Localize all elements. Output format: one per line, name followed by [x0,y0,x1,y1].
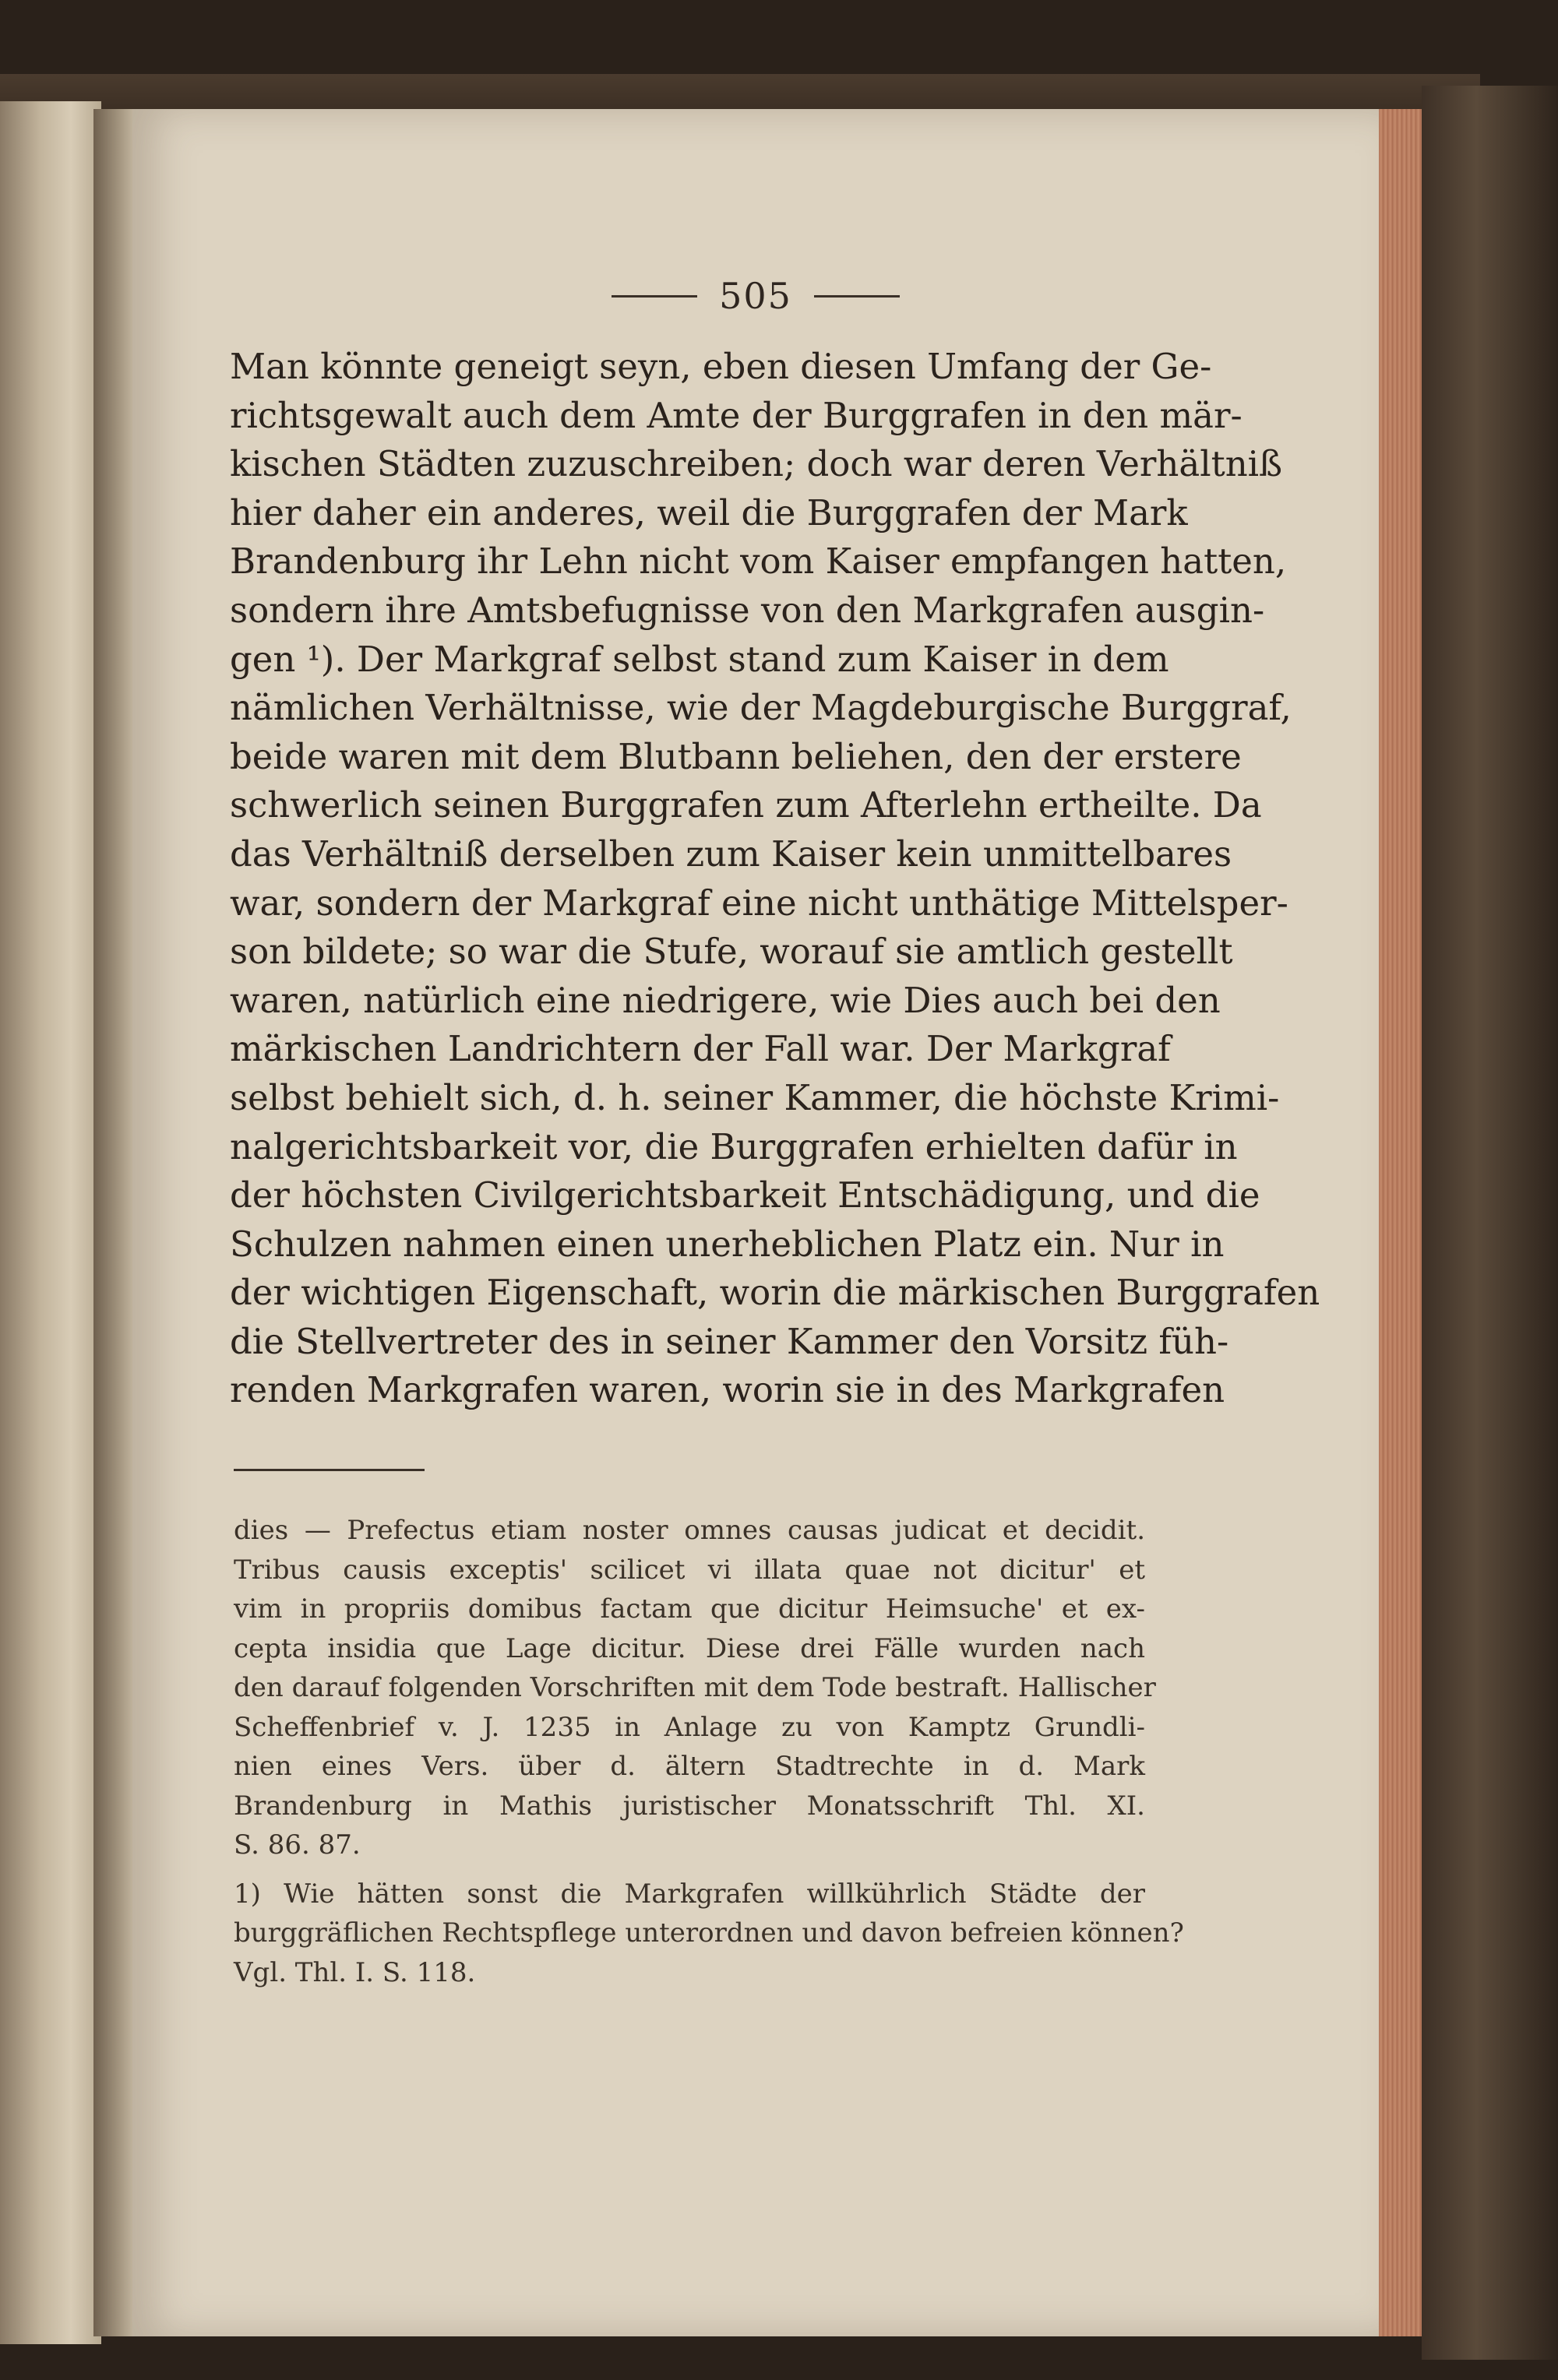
footnote-line: Tribus causis exceptis' scilicet vi illata quae not dicitur' et [234,1554,1145,1586]
text-line: das Verhältniß derselben zum Kaiser kein unmittelbares [230,833,1232,875]
text-line: renden Markgrafen waren, worin sie in des Markgrafen [230,1369,1225,1411]
footnote-gap [234,1865,1145,1875]
text-line: waren, natürlich eine niedrigere, wie Dies auch bei den [230,979,1221,1021]
text-line: der wichtigen Eigenschaft, worin die märkischen Burggrafen [230,1272,1320,1314]
page-header [132,273,1379,319]
text-line: Brandenburg ihr Lehn nicht vom Kaiser empfangen hatten, [230,540,1287,583]
main-text-block [230,343,1320,1415]
text-line: Schulzen nahmen einen unerheblichen Platz ein. Nur in [230,1223,1225,1265]
footnote-continuation [234,1511,1156,1865]
footnote-line: burggräflichen Rechtspflege unterordnen und davon befreien können? [234,1917,1184,1949]
text-line: beide waren mit dem Blutbann beliehen, den der erstere [230,735,1242,777]
text-line: gen ¹). Der Markgraf selbst stand zum Kaiser in dem [230,638,1169,680]
text-line: sondern ihre Amtsbefugnisse von den Markgrafen ausgin- [230,589,1265,631]
text-line: nalgerichtsbarkeit vor, die Burggrafen erhielten dafür in [230,1125,1238,1167]
footnote-line: den darauf folgenden Vorschriften mit dem Tode bestraft. Hallischer [234,1672,1156,1703]
text-line: selbst behielt sich, d. h. seiner Kammer, die höchste Krimi- [230,1076,1280,1118]
text-line: war, sondern der Markgraf eine nicht unthätige Mittelsper- [230,882,1288,924]
text-line: märkischen Landrichtern der Fall war. Der Markgraf [230,1028,1171,1070]
text-line: nämlichen Verhältnisse, wie der Magdeburgische Burggraf, [230,687,1292,729]
footnote-separator [234,1469,425,1471]
header-rule-left [612,295,697,298]
text-line: hier daher ein anderes, weil die Burggrafen der Mark [230,491,1188,533]
text-line: die Stellvertreter des in seiner Kammer den Vorsitz füh- [230,1320,1229,1362]
footnote-line: Vgl. Thl. I. S. 118. [234,1956,476,1988]
text-line: son bildete; so war die Stufe, worauf sie amtlich gestellt [230,931,1233,973]
text-line: richtsgewalt auch dem Amte der Burggrafen in den mär- [230,394,1243,436]
previous-page-edge [0,101,101,2344]
text-line: kischen Städten zuzuschreiben; doch war deren Verhältniß [230,443,1283,485]
footnote-line: nien eines Vers. über d. ältern Stadtrechte in d. Mark [234,1751,1145,1782]
footnote-line: dies — Prefectus etiam noster omnes causas judicat et decidit. [234,1515,1145,1546]
footnote-line: Scheffenbrief v. J. 1235 in Anlage zu von Kamptz Grundli- [234,1711,1145,1743]
footnote-1 [234,1875,1184,1993]
page-fore-edge [1379,109,1422,2336]
footnotes-block [234,1511,1184,1992]
footnote-line: cepta insidia que Lage dicitur. Diese drei Fälle wurden nach [234,1632,1145,1664]
book-cover-right [1422,86,1558,2360]
text-line: Man könnte geneigt seyn, eben diesen Umfang der Ge- [230,346,1212,387]
footnote-line: S. 86. 87. [234,1829,361,1861]
text-line: der höchsten Civilgerichtsbarkeit Entschädigung, und die [230,1174,1260,1216]
text-line: schwerlich seinen Burggrafen zum Afterlehn ertheilte. Da [230,784,1262,826]
page-number: 505 [719,275,792,317]
header-rule-right [814,295,900,298]
footnote-line: 1) Wie hätten sonst die Markgrafen willkührlich Städte der [234,1878,1145,1910]
footnote-line: vim in propriis domibus factam que dicitur Heimsuche' et ex- [234,1593,1145,1625]
footnote-line: Brandenburg in Mathis juristischer Monatsschrift Thl. XI. [234,1790,1145,1822]
